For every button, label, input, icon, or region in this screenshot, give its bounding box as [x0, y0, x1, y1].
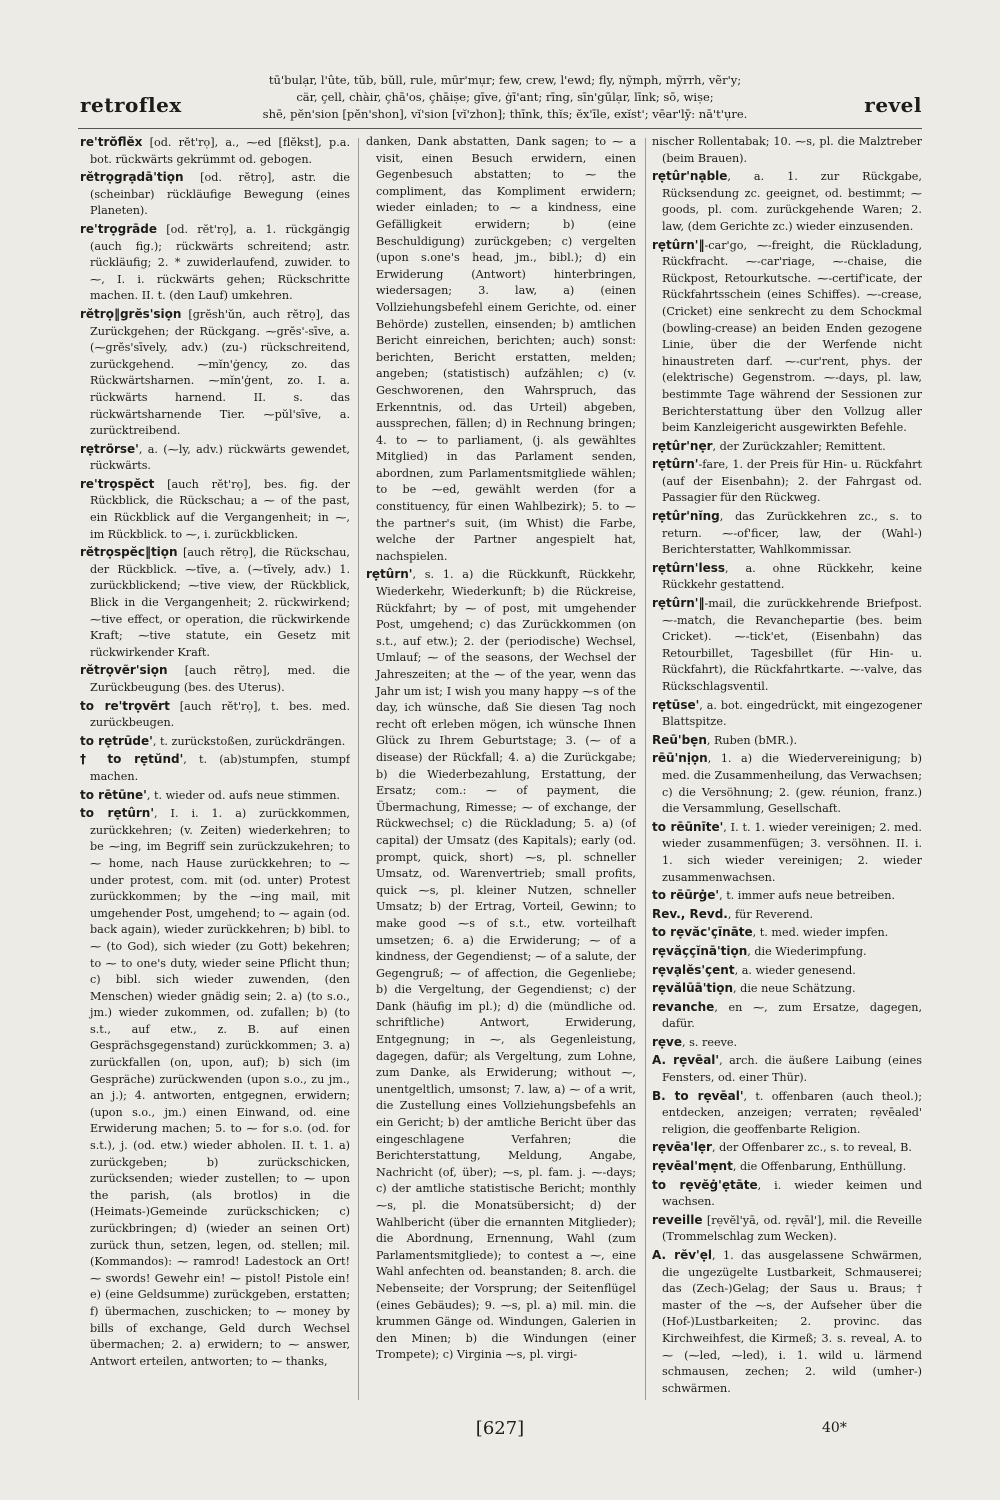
dictionary-entry [652, 1247, 922, 1397]
headword: rẹve [652, 1034, 683, 1049]
dictionary-entry [80, 662, 350, 696]
headword: rēū'nịọn [652, 751, 708, 766]
dictionary-entry [652, 1158, 922, 1176]
entry-text: , s. 1. a) die Rückkunft, Rückkehr, Wiederkehr, Wiederkunft; b) die Rückreise, Rückfahrt; by ⁓ of post, mit umgehender Post, umgehend; c) das Zurückkommen (on s.t., auf etw.); 2. der (periodische) Wechsel, Umlauf; ⁓ of the seasons, der Wechsel der Jahreszeiten; at the ⁓ of the year, wenn das Jahr um ist; I wish you many happy ⁓s of the day, ich wünsche, daß Sie diesen Tag noch recht oft erleben mögen, ich wünsche Ihnen Glück zu Ihrem Geburtstage; 3. (⁓ of a disease) der Rückfall; 4. a) die Zurückgabe; b) die Wiederbezahlung, Erstattung, der Ersatz; com.: ⁓ of payment, die Übermachung, Rimesse; ⁓ of exchange, der Rückwechsel; c) die Rückladung; 5. a) (of capital) der Umsatz (des Kapitals); early (od. prompt, quick, short) ⁓s, pl. schneller Umsatz, od. Warenvertrieb; small profits, quick ⁓s, pl. kleiner Nutzen, schneller Umsatz; b) der Ertrag, Vorteil, Gewinn; to make good ⁓s of s.t., etw. vorteilhaft umsetzen; 6. a) die Erwiderung; ⁓ of a kindness, der Gegendienst; ⁓ of a salute, der Gegengruß; ⁓ of affection, die Gegenliebe; b) die Vergeltung, der Gegendienst; c) der Dank (häufig im pl.); d) die (mündliche od. schriftliche) Antwort, Erwiderung, Entgegnung; in ⁓, als Gegenleistung, dagegen, dafür; als Vergeltung, zum Lohne, zum Danke, als Erwiderung; without ⁓, unentgeltlich, umsonst; 7. law, a) ⁓ of a writ, die Zustellung eines Vollziehungsbefehls an ein Gericht; b) der amtliche Bericht über das eingeschlagene Verfahren; die Berichterstattung, Meldung, Angabe, Nachricht (of, über); ⁓s, pl. fam. j. ⁓-days; c) der amtliche statistische Bericht; monthly ⁓s, pl. die Monatsübersicht; d) der Wahlbericht (über die ernannten Mitglieder); die Abordnung, Ernennung, Wahl (zum Parlamentsmitgliede); to contest a ⁓, eine Wahl anfechten od. beanstanden; 8. arch. die Nebenseite; der Vorsprung; der Seitenflügel (eines Gebäudes); 9. ⁓s, pl. a) mil. min. die krummen Gänge od. Windungen, Galerien in den Minen; b) die Windungen (einer Trompete); c) Virginia ⁓s, pl. virgi- [376, 568, 636, 1362]
entry-text: , en ⁓, zum Ersatze, dagegen, dafür. [662, 1000, 922, 1031]
entry-text: , Ruben (bMR.). [706, 733, 798, 747]
dictionary-entry [652, 819, 922, 886]
headword: rĕtrọspĕc‖tiọn [80, 545, 178, 560]
headword: to rẹtrūde' [80, 733, 153, 748]
headword: rẹtûrn' [366, 567, 413, 582]
entry-text: [od. rĕt'rọ], a., ⁓ed [flĕkst], p.a. bot. rückwärts gekrümmt od. gebogen. [90, 136, 350, 166]
column-2 [366, 134, 636, 1409]
headword: Rev., Revd. [652, 906, 728, 921]
dictionary-entry [652, 560, 922, 594]
entry-text: , a. wieder genesend. [734, 963, 856, 977]
entry-text: , a. bot. eingedrückt, mit eingezogener Blattspitze. [662, 698, 922, 729]
entry-text: [auch rĕtrọ], med. die Zurückbeugung (bes. des Uterus). [90, 664, 350, 694]
dictionary-entry [652, 456, 922, 507]
entry-text: , t. immer aufs neue betreiben. [719, 889, 896, 903]
headword: B. to rẹvēal' [652, 1088, 744, 1103]
entry-text: , der Zurückzahler; Remittent. [712, 439, 886, 453]
dictionary-entry [652, 1177, 922, 1211]
headword: to rẹtûrn' [80, 806, 155, 821]
header-rule [78, 128, 922, 129]
headword: rẹvēa'lẹr [652, 1140, 712, 1155]
entry-text: , I. i. 1. a) zurückkommen, zurückkehren; (v. Zeiten) wiederkehren; to be ⁓ing, im Begriff sein zurückzukehren; to ⁓ home, nach Hause zurückkehren; to ⁓ under protest, com. mit (od. unter) Protest zurückkommen; by the ⁓ing mail, mit umgehender Post, umgehend; to ⁓ again (od. back again), wieder zurückkehren; b) bibl. to ⁓ (to God), sich wieder (zu Gott) bekehren; to ⁓ to one's duty, wieder seine Pflicht thun; c) bibl. sich wieder zuwenden, (den Menschen) wieder gnädig sein; 2. a) (to s.o., jm.) wieder zukommen, od. zufallen; b) (to s.t., auf etw., z. B. auf einen Gesprächsgegenstand) zurückkommen; 3. a) zurückfallen (on, upon, auf); b) sich (im Gespräche) zurückwenden (upon s.o., zu jm., an j.); 4. antworten, entgegnen, erwidern; (upon s.o., jm.) einen Einwand, od. eine Erwiderung machen; 5. to ⁓ for s.o. (od. for s.t.), j. (od. etw.) wieder abholen. II. t. 1. a) zurückgeben; b) zurückschicken, zurücksenden; wieder zustellen; to ⁓ upon the parish, (als brotlos) in die (Heimats-)Gemeinde zurückschicken; c) zurückbringen; d) (wieder an seinen Ort) zurück thun, setzen, legen, od. stellen; mil. (Kommandos): ⁓ ramrod! Ladestock an Ort! ⁓ swords! Gewehr ein! ⁓ pistol! Pistole ein! e) (eine Geldsumme) zurückgeben, erstatten; f) übermachen, zuschicken; to ⁓ money by bills of exchange, Geld durch Wechsel übermachen; 2. a) erwidern; to ⁓ answer, Antwort erteilen, antworten; to ⁓ thanks, [90, 807, 350, 1368]
dictionary-entry [652, 906, 922, 924]
entry-text: , s. reeve. [682, 1035, 738, 1049]
dictionary-entry [80, 805, 350, 1370]
headword: A. rẹvēal' [652, 1053, 720, 1068]
dictionary-entry [652, 508, 922, 559]
headword: to rēūnīte' [652, 819, 724, 834]
dictionary-entry [80, 544, 350, 661]
guide-word-right: revel [864, 93, 922, 117]
headword: rẹtûr'nẹr [652, 438, 713, 453]
entry-text: [auch rĕt'rọ], bes. fig. der Rückblick, die Rückschau; a ⁓ of the past, ein Rückblick auf die Vergangenheit; in ⁓, im Rückblick. to ⁓, i. zurückblicken. [90, 477, 350, 541]
entry-text: [auch rĕtrọ], die Rückschau, der Rückblick. ⁓tīve, a. (⁓tīvely, adv.) 1. zurückblickend; ⁓tive view, der Rückblick, Blick in die Vergangenheit; 2. rückwirkend; ⁓tive effect, or operation, die rückwirkende Kraft; ⁓tive statute, ein Gesetz mit rückwirkender Kraft. [90, 546, 350, 659]
headword: † to rẹtŭnd' [80, 752, 184, 767]
headword: rẹtūse' [652, 697, 700, 712]
dictionary-entry [80, 221, 350, 305]
dictionary-entry [366, 134, 636, 565]
dictionary-entry [80, 476, 350, 543]
entry-text: , i. wieder keimen und wachsen. [662, 1178, 922, 1209]
dictionary-entry [652, 697, 922, 731]
dictionary-entry [652, 732, 922, 750]
entry-text: , die Wiederimpfung. [747, 944, 867, 958]
headword: rẹtûrn'‖ [652, 237, 705, 252]
signature-mark: 40* [822, 1420, 847, 1436]
dictionary-entry [80, 751, 350, 785]
headword: to rẹvăc'çīnāte [652, 925, 753, 940]
headword: rẹtûrn'less [652, 560, 726, 575]
dictionary-entry [80, 733, 350, 751]
column-3 [652, 134, 922, 1409]
column-1 [80, 134, 350, 1409]
entry-text: , t. med. wieder impfen. [752, 926, 889, 940]
dictionary-entry [652, 595, 922, 696]
headword: rẹtûr'nĭng [652, 509, 720, 524]
page-number: [627] [475, 1418, 525, 1439]
entry-text: , für Reverend. [727, 907, 814, 921]
headword: A. rĕv'ẹl [652, 1248, 712, 1262]
entry-text: , t. offenbaren (auch theol.); entdecken, anzeigen; verraten; rẹvēaled' religion, die geoffenbarte Religion. [662, 1089, 922, 1136]
dictionary-entry [80, 169, 350, 220]
pronunciation-key [225, 72, 785, 123]
entry-text: nischer Rollentabak; 10. ⁓s, pl. die Malztreber (beim Brauen). [652, 135, 922, 165]
entry-text: -mail, die zurückkehrende Briefpost. ⁓-match, die Revanchepartie (bes. beim Cricket). ⁓-tick'et, (Eisenbahn) das Retourbillet, Tagesbillet (für Hin- u. Rückfahrt), die Rückfahrtkarte. ⁓-valve, das Rückschlagsventil. [662, 597, 922, 693]
headword: rẹtûrn' [652, 457, 699, 472]
entry-text: [rẹvĕl'yā, od. rẹvāl'], mil. die Reveille (Trommelschlag zum Wecken). [662, 1213, 922, 1244]
headword: rẹvălūā'tiọn [652, 981, 734, 996]
entry-text: , t. wieder od. aufs neue stimmen. [146, 788, 340, 802]
entry-text: [grĕsh'ŭn, auch rĕtrọ], das Zurückgehen; der Rückgang. ⁓grĕs'-sīve, a. (⁓grĕs'sīvely, adv.) (zu-) rückschreitend, zurückgehend. ⁓mĭn'ġency, zo. das Rückwärtsharnen. ⁓mĭn'ġent, zo. I. a. rückwärts harnend. II. s. das rückwärtsharnende Tier. ⁓pŭl'sīve, a. zurücktreibend. [90, 307, 350, 438]
dictionary-entry [652, 980, 922, 998]
headword: to re'trọvẽrt [80, 698, 170, 713]
pronunciation-key-line: cär, çell, chàir, çhā'os, çhāiṣe; gīve, ġī'ant; rīng, sīn'gūlạr, līnk; sō, wiṣe; [296, 90, 714, 104]
dictionary-entry [652, 962, 922, 980]
entry-text: -car'go, ⁓-freight, die Rückladung, Rückfracht. ⁓-car'riage, ⁓-chaise, die Rückpost, Retourkutsche. ⁓-certif'icate, der Rückfahrtsschein (eines Schiffes). ⁓-crease, (Cricket) eine senkrecht zu dem Schockmal (bowling-crease) an beiden Enden gezogene Linie, über die der Werfende nicht hinaustreten darf. ⁓-cur'rent, phys. der (elektrische) Gegenstrom. ⁓-days, pl. law, bestimmte Tage während der Sessionen zur Berichterstattung über den Vollzug aller beim Kanzleigericht ausgewirkten Befehle. [662, 238, 922, 435]
pronunciation-key-line: tū'bulạr, l'ûte, tŭb, bŭll, rule, mūr'mụr; few, crew, l'ewd; fly, nỹmph, mỹrrh, vẽr'y; [268, 73, 742, 87]
entry-columns [80, 134, 922, 1409]
entry-text: danken, Dank abstatten, Dank sagen; to ⁓ a visit, einen Besuch erwidern, einen Gegenbesuch abstatten; to ⁓ the compliment, das Kompliment erwidern; wieder einladen; to ⁓ a kindness, eine Gefälligkeit erwidern; b) (eine Beschuldigung) zurückgeben; c) vergelten (upon s.one's head, jm., bibl.); d) ein Erwiderung (Antwort) hinterbringen, wiedersagen; 3. law, a) (einen Vollziehungsbefehl einem Gerichte, od. einer Behörde) zustellen, einsenden; b) amtlichen Bericht einreichen, berichten; auch) sonst: berichten, Bericht erstatten, melden; angeben; (statistisch) aufzählen; c) (v. Geschworenen, den Wahrspruch, das Erkenntnis, od. das Urteil) abgeben, aussprechen, fällen; d) in Rechnung bringen; 4. to ⁓ to parliament, (j. als gewähltes Mitglied) in das Parlament senden, abordnen, zum Parlamentsmitgliede wählen; to be ⁓ed, gewählt werden (for a constituency, für einen Wahlbezirk); 5. to ⁓ the partner's suit, (im Whist) die Farbe, welche der Partner angespielt hat, nachspielen. [366, 135, 636, 563]
entry-text: [od. rĕt'rọ], a. 1. rückgängig (auch fig.); rückwärts schreitend; astr. rückläufig; 2. * zuwiderlaufend, zuwider. to ⁓, I. i. rückwärts gehen; Rückschritte machen. II. t. (den Lauf) umkehren. [90, 222, 350, 303]
entry-text: , I. t. 1. wieder vereinigen; 2. med. wieder zusammenfügen; 3. versöhnen. II. i. 1. sich wieder vereinigen; 2. wieder zusammenwachsen. [662, 820, 922, 884]
entry-text: , t. zurückstoßen, zurückdrängen. [152, 734, 346, 748]
dictionary-entry [652, 1212, 922, 1246]
entry-text: , das Zurückkehren zc., s. to return. ⁓-of'ficer, law, der (Wahl-) Berichterstatter, Wahlkommissar. [662, 510, 922, 557]
dictionary-entry [652, 1034, 922, 1052]
dictionary-entry [80, 787, 350, 805]
dictionary-entry [652, 168, 922, 235]
headword: rẹtûrn'‖ [652, 596, 705, 611]
headword: rĕtrọ‖grĕs'siọn [80, 306, 182, 321]
headword: reveille [652, 1212, 703, 1227]
headword: revanche [652, 999, 715, 1014]
pronunciation-key-line: shē, pĕn'sion [pĕn'shon], vĭ'sion [vĭ'zhon]; thīnk, thĭs; ĕx'īle, exĭst'; vēar'lȳ: nā't'ụre. [262, 107, 748, 121]
dictionary-entry [80, 134, 350, 168]
dictionary-entry [652, 943, 922, 961]
entry-text: , die neue Schätzung. [733, 982, 856, 996]
headword: re'trọspĕct [80, 476, 155, 491]
headword: rĕtrọvẽr'siọn [80, 663, 168, 678]
entry-text: , arch. die äußere Laibung (eines Fensters, od. einer Thür). [662, 1054, 922, 1085]
headword: to rẹvĕġ'ẹtāte [652, 1177, 758, 1192]
entry-text: , a. (⁓ly, adv.) rückwärts gewendet, rückwärts. [90, 442, 350, 473]
headword: to rētūne' [80, 787, 147, 802]
dictionary-entry [652, 438, 922, 456]
entry-text: -fare, 1. der Preis für Hin- u. Rückfahrt (auf der Eisenbahn); 2. der Fahrgast od. Passagier für den Rückweg. [662, 458, 922, 505]
dictionary-entry [652, 1052, 922, 1086]
dictionary-entry [80, 306, 350, 440]
entry-text: , der Offenbarer zc., s. to reveal, B. [711, 1141, 912, 1155]
headword: rẹvēal'mẹnt [652, 1159, 733, 1174]
entry-text: [auch rĕt'rọ], t. bes. med. zurückbeugen. [90, 699, 350, 730]
dictionary-entry [652, 999, 922, 1033]
entry-text: , a. ohne Rückkehr, keine Rückkehr gestattend. [662, 561, 922, 592]
dictionary-entry [652, 1088, 922, 1139]
headword: to rēūrġe' [652, 888, 720, 903]
dictionary-entry [652, 887, 922, 905]
headword: rẹtûr'nạble [652, 169, 728, 184]
entry-text: , a. 1. zur Rückgabe, Rücksendung zc. geeignet, od. bestimmt; ⁓ goods, pl. com. zurückgehende Waren; 2. law, (dem Gerichte zc.) wieder einzusenden. [662, 170, 922, 233]
entry-text: , t. (ab)stumpfen, stumpf machen. [90, 753, 350, 783]
dictionary-entry [652, 750, 922, 817]
entry-text: [od. rĕtrọ], astr. die (scheinbar) rückläufige Bewegung (eines Planeten). [90, 171, 350, 218]
dictionary-entry [80, 698, 350, 732]
dictionary-entry [652, 1139, 922, 1157]
dictionary-entry [80, 441, 350, 475]
headword: re'trọgrāde [80, 221, 157, 236]
entry-text: , 1. a) die Wiedervereinigung; b) med. die Zusammenheilung, das Verwachsen; c) die Versöhnung; 2. (gew. réunion, franz.) die Versammlung, Gesellschaft. [662, 752, 922, 816]
dictionary-entry [652, 924, 922, 942]
guide-word-left: retroflex [80, 93, 182, 117]
dictionary-entry [652, 237, 922, 437]
entry-text: , die Offenbarung, Enthüllung. [732, 1160, 907, 1174]
dictionary-entry [366, 566, 636, 1364]
headword: Reū'bẹn [652, 732, 707, 747]
headword: rẹvăççĭnā'tiọn [652, 943, 748, 958]
headword: rẹtrörse' [80, 441, 139, 456]
dictionary-entry [652, 134, 922, 167]
entry-text: , 1. das ausgelassene Schwärmen, die ungezügelte Lustbarkeit, Schmauserei; das (Zech-)Gelag; der Saus u. Braus; † master of the ⁓s, der Aufseher über die (Hof-)Lustbarkeiten; 2. provinc. das Kirchweihfest, die Kirmeß; 3. s. reveal, A. to ⁓ (⁓led, ⁓led), i. 1. wild u. lärmend schmausen, zechen; 2. wild (umher-) schwärmen. [662, 1249, 922, 1395]
headword: re'trŏflĕx [80, 135, 143, 149]
headword: rĕtrọgrạdā'tiọn [80, 170, 184, 185]
headword: rẹvạlĕs'çent [652, 962, 735, 977]
